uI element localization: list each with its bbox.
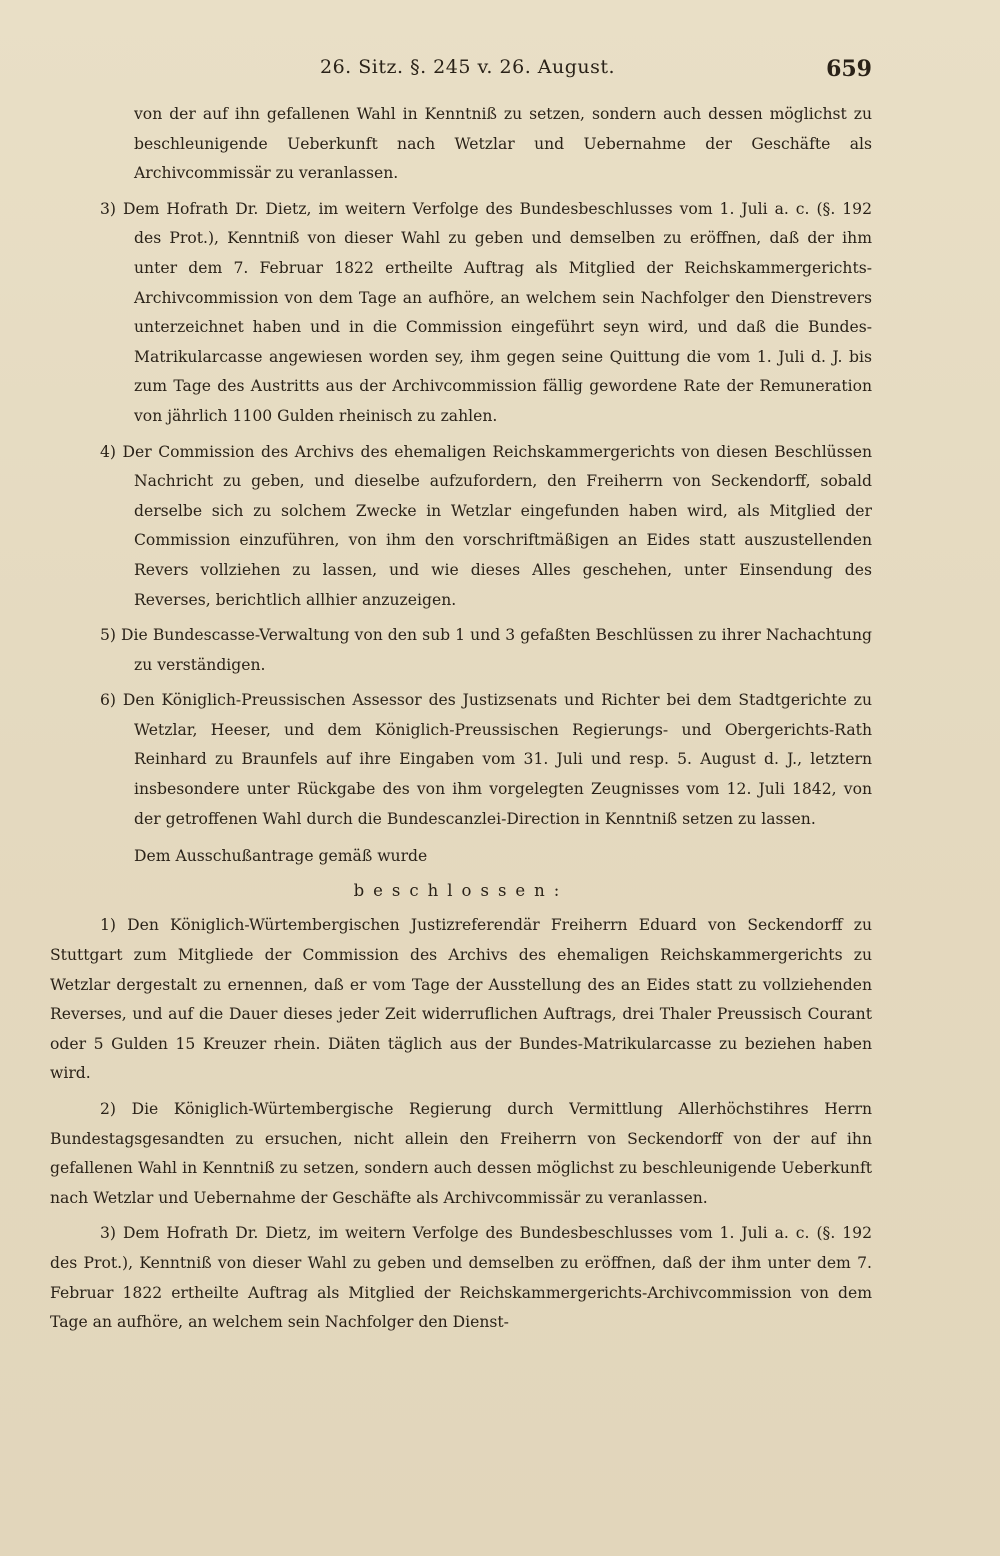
list-item: 5) Die Bundescasse-Verwaltung von den sub 1 und 3 gefaßten Beschlüssen zu ihrer Nachachtung zu verständigen. <box>100 626 872 674</box>
list-item: von der auf ihn gefallenen Wahl in Kenntniß zu setzen, sondern auch dessen möglichst zu beschleunigende Ueberkunft nach Wetzlar und Uebernahme der Geschäfte als Archivcommissär zu veranlassen. <box>134 105 872 183</box>
page-number: 659 <box>826 56 872 82</box>
list-item: 1) Den Königlich-Würtembergischen Justizreferendär Freiherrn Eduard von Seckendorff zu Stuttgart zum Mitgliede der Commission des Archivs des ehemaligen Reichskammergerichts zu Wetzlar dergestalt zu ernennen, daß er vom Tage der Ausstellung des an Eides statt zu vollziehenden Reverses, und auf die Dauer dieses jeder Zeit widerruflichen Auftrags, drei Thaler Preussisch Courant oder 5 Gulden 15 Kreuzer rhein. Diäten täglich aus der Bundes-Matrikularcasse zu beziehen haben wird. <box>50 916 872 1083</box>
resolution-heading: beschlossen: <box>353 880 569 900</box>
running-head: 26. Sitz. §. 245 v. 26. August. <box>320 56 616 78</box>
continued-resolution-list <box>50 100 872 834</box>
list-item: 3) Dem Hofrath Dr. Dietz, im weitern Verfolge des Bundesbeschlusses vom 1. Juli a. c. (§. 192 des Prot.), Kenntniß von dieser Wahl zu geben und demselben zu eröffnen, daß der ihm unter dem 7. Februar 1822 ertheilte Auftrag als Mitglied der Reichskammergerichts-Archivcommission von dem Tage an aufhöre, an welchem sein Nachfolger den Dienstrevers unterzeichnet haben und in die Commission eingeführt seyn wird, und daß die Bundes-Matrikularcasse angewiesen worden sey, ihm gegen seine Quittung die vom 1. Juli d. J. bis zum Tage des Austritts aus der Archivcommission fällig gewordene Rate der Remuneration von jährlich 1100 Gulden rheinisch zu zahlen. <box>100 199 872 425</box>
list-item: 2) Die Königlich-Würtembergische Regierung durch Vermittlung Allerhöchstihres Herrn Bundestagsgesandten zu ersuchen, nicht allein den Freiherrn von Seckendorff von der auf ihn gefallenen Wahl in Kenntniß zu setzen, sondern auch dessen möglichst zu beschleunigende Ueberkunft nach Wetzlar und Uebernahme der Geschäfte als Archivcommissär zu veranlassen. <box>50 1100 872 1207</box>
body-text <box>50 100 872 1344</box>
resolution-list <box>50 911 872 1337</box>
list-item: 3) Dem Hofrath Dr. Dietz, im weitern Verfolge des Bundesbeschlusses vom 1. Juli a. c. (§. 192 des Prot.), Kenntniß von dieser Wahl zu geben und demselben zu eröffnen, daß der ihm unter dem 7. Februar 1822 ertheilte Auftrag als Mitglied der Reichskammergerichts-Archivcommission von dem Tage an aufhöre, an welchem sein Nachfolger den Dienst- <box>50 1224 872 1332</box>
page-header <box>0 56 1000 90</box>
intro-sentence: Dem Ausschußantrage gemäß wurde <box>134 847 428 866</box>
list-item: 4) Der Commission des Archivs des ehemaligen Reichskammergerichts von diesen Beschlüssen Nachricht zu geben, und dieselbe aufzufordern, den Freiherrn von Seckendorff, sobald derselbe sich zu solchem Zwecke in Wetzlar eingefunden haben wird, als Mitglied der Commission einzuführen, von ihm den vorschriftmäßigen an Eides statt auszustellenden Revers vollziehen zu lassen, und wie dieses Alles geschehen, unter Einsendung des Reverses, berichtlich allhier anzuzeigen. <box>100 442 872 609</box>
list-item: 6) Den Königlich-Preussischen Assessor des Justizsenats und Richter bei dem Stadtgerichte zu Wetzlar, Heeser, und dem Königlich-Preussischen Regierungs- und Obergerichts-Rath Reinhard zu Braunfels auf ihre Eingaben vom 31. Juli und resp. 5. August d. J., letztern insbesondere unter Rückgabe des von ihm vorgelegten Zeugnisses vom 12. Juli 1842, von der getroffenen Wahl durch die Bundescanzlei-Direction in Kenntniß setzen zu lassen. <box>100 691 872 828</box>
